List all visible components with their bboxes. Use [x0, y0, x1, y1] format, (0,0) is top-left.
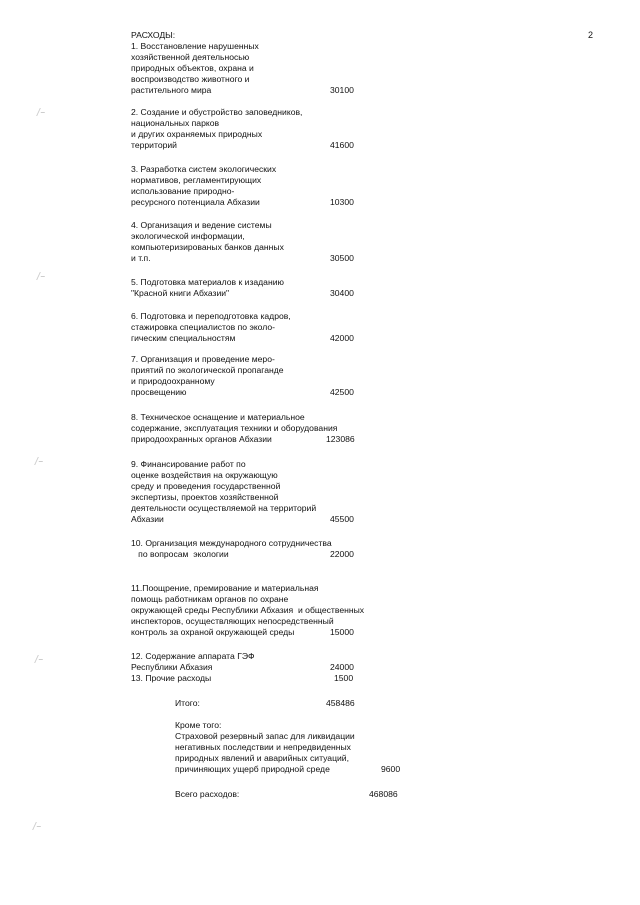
expense-item [131, 107, 302, 151]
expense-item-line: инспекторов, осуществляющих непосредственный [131, 616, 334, 626]
expense-item-amount: 24000 [330, 662, 354, 672]
expense-item-line: Республики Абхазия [131, 662, 213, 672]
reserve-line: причиняющих ущерб природной среде [175, 764, 330, 774]
expense-item-line: Абхазии [131, 514, 164, 524]
expense-item-line: стажировка специалистов по эколо- [131, 322, 276, 332]
reserve-line: Кроме того: [175, 720, 222, 730]
expense-item-line: по вопросам экологии [131, 549, 229, 559]
expense-item-line: 12. Содержание аппарата ГЭФ [131, 651, 255, 661]
expense-item-line: "Красной книги Абхазии" [131, 288, 230, 298]
expense-item-line: растительного мира [131, 85, 212, 95]
expense-item-line: просвещению [131, 387, 187, 397]
expense-item-line: и т.п. [131, 253, 151, 263]
expenses-heading: РАСХОДЫ: [131, 30, 176, 40]
expense-item-line: оценке воздействия на окружающую [131, 470, 278, 480]
expense-item [131, 220, 284, 264]
expense-item-line: воспроизводство животного и [131, 74, 250, 84]
expense-item-line: территорий [131, 140, 177, 150]
expense-item [131, 673, 211, 684]
expense-item-amount: 30500 [330, 253, 354, 263]
expense-item [131, 538, 332, 560]
expense-item-line: нормативов, регламентирующих [131, 175, 262, 185]
page-number: 2 [588, 30, 594, 40]
expense-item [131, 277, 284, 299]
expense-item-line: и природоохранному [131, 376, 215, 386]
expense-item-amount: 1500 [334, 673, 354, 683]
expense-item-line: приятий по экологической пропаганде [131, 365, 284, 375]
reserve-block [175, 720, 355, 775]
scan-margin-mark [34, 457, 48, 465]
expense-item-line: и других охраняемых природных [131, 129, 263, 139]
expense-item-line: 5. Подготовка материалов к изаданию [131, 277, 284, 287]
expense-item-amount: 10300 [330, 197, 354, 207]
expense-item [131, 412, 337, 445]
expense-item-line: хозяйственной деятельносью [131, 52, 250, 62]
expense-item [131, 164, 276, 208]
expense-item-line: 8. Техническое оснащение и материальное [131, 412, 305, 422]
scan-margin-mark [32, 822, 46, 830]
expense-item-line: 3. Разработка систем экологических [131, 164, 277, 174]
expense-item-amount: 42500 [330, 387, 354, 397]
expense-item-line: 6. Подготовка и переподготовка кадров, [131, 311, 291, 321]
expense-item-line: экспертизы, проектов хозяйственной [131, 492, 279, 502]
scan-margin-mark [36, 272, 50, 280]
reserve-line: Страховой резервный запас для ликвидации [175, 731, 355, 741]
expense-item-line: природоохранных органов Абхазии [131, 434, 272, 444]
expense-item-line: природных объектов, охрана и [131, 63, 254, 73]
expense-item-line: экологической информации, [131, 231, 245, 241]
expense-item-line: окружающей среды Республики Абхазия и общественных [131, 605, 365, 615]
expense-item-amount: 45500 [330, 514, 354, 524]
reserve-line: природных явлений и аварийных ситуаций, [175, 753, 349, 763]
expense-item [131, 41, 259, 96]
expense-item-line: содержание, эксплуатация техники и оборудования [131, 423, 338, 433]
expense-item-line: 7. Организация и проведение меро- [131, 354, 275, 364]
expense-item-line: национальных парков [131, 118, 220, 128]
expense-item-line: гическим специальностям [131, 333, 236, 343]
reserve-amount: 9600 [381, 764, 401, 774]
expense-item-line: ресурсного потенциала Абхазии [131, 197, 260, 207]
scan-margin-mark [36, 108, 50, 116]
expense-item [131, 311, 291, 344]
expense-item [131, 651, 255, 673]
expense-item-line: 9. Финансирование работ по [131, 459, 246, 469]
expense-item-amount: 41600 [330, 140, 354, 150]
expense-item-line: деятельности осуществляемой на территорий [131, 503, 317, 513]
expense-item [131, 354, 284, 398]
expense-item-amount: 15000 [330, 627, 354, 637]
expense-item-line: контроль за охраной окружающей среды [131, 627, 295, 637]
grand-total-label: Всего расходов: [175, 789, 240, 799]
grand-total-amount: 468086 [369, 789, 398, 799]
expense-item-amount: 30400 [330, 288, 354, 298]
expense-item [131, 459, 316, 525]
expense-item-amount: 22000 [330, 549, 354, 559]
expense-item-line: 10. Организация международного сотрудничества [131, 538, 332, 548]
total-amount: 458486 [326, 698, 355, 708]
expense-item-line: 11.Поощрение, премирование и материальная [131, 583, 319, 593]
expense-item-line: 4. Организация и ведение системы [131, 220, 272, 230]
expense-item-amount: 30100 [330, 85, 354, 95]
expense-item-line: использование природно- [131, 186, 235, 196]
expense-item-line: 1. Восстановление нарушенных [131, 41, 259, 51]
total-label: Итого: [175, 698, 200, 708]
expense-item-line: 13. Прочие расходы [131, 673, 212, 683]
reserve-line: негативных последствии и непредвиденных [175, 742, 351, 752]
expense-item-amount: 42000 [330, 333, 354, 343]
expense-item-amount: 123086 [326, 434, 355, 444]
expense-item-line: помощь работникам органов по охране [131, 594, 289, 604]
expense-item-line: компьютеризированых банков данных [131, 242, 284, 252]
expense-item-line: среду и проведения государственной [131, 481, 281, 491]
expense-item-line: 2. Создание и обустройство заповедников, [131, 107, 303, 117]
scan-margin-mark [34, 655, 48, 663]
